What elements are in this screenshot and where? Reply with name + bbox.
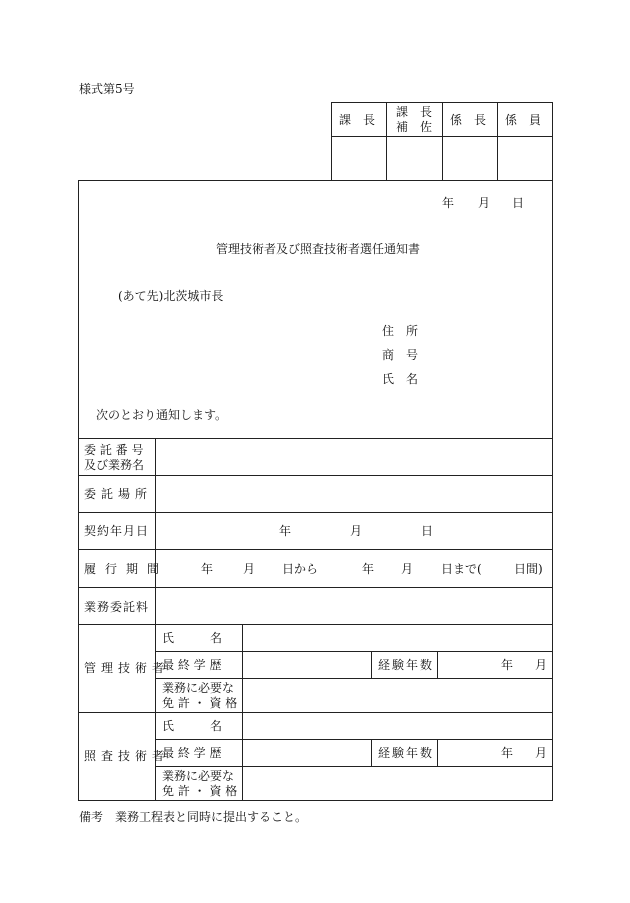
period-year-2: 年 [362,562,375,576]
checker-name-field[interactable] [243,713,552,739]
label-period: 履行期間 [84,562,169,576]
sender-name-label: 氏 名 [382,372,419,386]
period-from: 日から [282,562,319,576]
stamp-cell-subsection-chief[interactable] [443,137,497,180]
sender-address-label: 住 所 [382,324,419,338]
checker-education-field[interactable] [243,740,371,766]
form-number: 様式第5号 [79,82,135,96]
manager-education-label: 最 終 学 歴 [162,658,222,672]
date-day: 日 [512,196,525,210]
manager-license-line1: 業務に必要な [162,681,235,695]
checker-license-field[interactable] [243,767,552,800]
label-contract-no-line2: 及び業務名 [84,458,145,472]
date-year: 年 [442,196,455,210]
checker-name-label: 氏 名 [162,719,223,733]
period-until: 日まで( [441,562,482,576]
addressee: (あて先)北茨城市長 [118,289,224,303]
period-month-2: 月 [401,562,414,576]
approval-subsection-chief: 係 長 [450,113,487,127]
intro-text: 次のとおり通知します。 [96,408,228,422]
footer-note: 備考 業務工程表と同時に提出すること。 [79,810,308,824]
fee-field[interactable] [156,588,552,624]
approval-staff: 係 員 [505,113,542,127]
approval-section-chief: 課 長 [339,113,376,127]
manager-months: 月 [535,658,548,672]
manager-name-label: 氏 名 [162,631,223,645]
contract-date-month: 月 [350,524,363,538]
label-location: 委託場所 [84,487,153,501]
manager-years: 年 [501,658,514,672]
contract-date-year: 年 [279,524,292,538]
approval-deputy-line2: 補 佐 [396,120,433,134]
checker-months: 月 [535,746,548,760]
manager-license-field[interactable] [243,679,552,712]
location-field[interactable] [156,476,552,512]
checker-years: 年 [501,746,514,760]
document-title: 管理技術者及び照査技術者選任通知書 [216,242,421,256]
period-month-1: 月 [243,562,256,576]
checker-license-line1: 業務に必要な [162,769,235,783]
manager-education-field[interactable] [243,652,371,678]
stamp-cell-staff[interactable] [498,137,552,180]
manager-experience-label: 経験年数 [378,658,435,672]
approval-deputy-line1: 課 長 [396,105,433,119]
period-year-1: 年 [201,562,214,576]
manager-license-line2: 免 許 ・ 資 格 [162,696,238,710]
label-checker: 照査技術者 [84,749,170,763]
sender-company-label: 商 号 [382,348,419,362]
label-fee: 業務委託料 [84,600,150,614]
stamp-cell-section-chief[interactable] [332,137,386,180]
stamp-cell-deputy[interactable] [387,137,442,180]
period-days: 日間) [514,562,543,576]
label-manager: 管理技術者 [84,661,170,675]
checker-license-line2: 免 許 ・ 資 格 [162,784,238,798]
label-contract-date: 契約年月日 [84,524,150,538]
label-contract-no-line1: 委 託 番 号 [84,443,144,457]
manager-name-field[interactable] [243,625,552,651]
checker-education-label: 最 終 学 歴 [162,746,222,760]
contract-date-day: 日 [421,524,434,538]
contract-no-field[interactable] [156,439,552,475]
date-month: 月 [478,196,491,210]
checker-experience-label: 経験年数 [378,746,435,760]
